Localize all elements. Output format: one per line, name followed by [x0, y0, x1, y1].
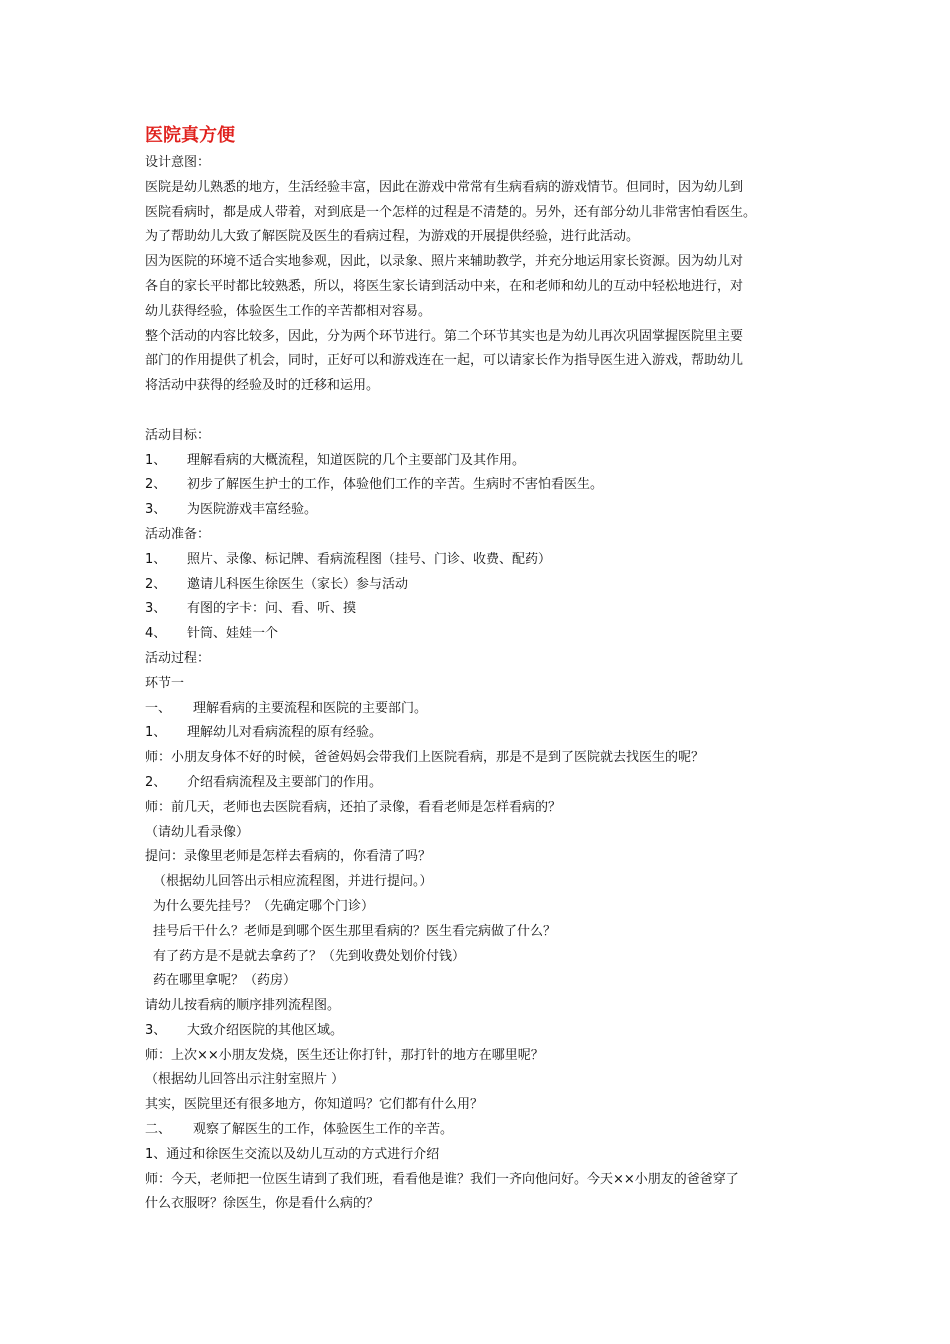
paragraph-line: 提问：录像里老师是怎样去看病的，你看清了吗？ — [145, 849, 432, 865]
document-title: 医院真方便 — [145, 125, 235, 146]
paragraph-line: 幼儿获得经验，体验医生工作的辛苦都相对容易。 — [145, 303, 432, 319]
list-number: 1、 — [145, 452, 167, 468]
step-text: 介绍看病流程及主要部门的作用。 — [187, 774, 383, 790]
list-number: 4、 — [145, 626, 167, 642]
paragraph-line: 师：今天，老师把一位医生请到了我们班，看看他是谁？我们一齐向他问好。今天××小朋友的爸爸穿了 — [145, 1171, 739, 1187]
paragraph-line: （根据幼儿回答出示注射室照片 ） — [145, 1072, 345, 1088]
list-item — [145, 622, 825, 647]
step-text: 大致介绍医院的其他区域。 — [187, 1022, 344, 1038]
step-item — [145, 721, 825, 746]
paragraph-line: 为了帮助幼儿大致了解医院及医生的看病过程，为游戏的开展提供经验，进行此活动。 — [145, 229, 640, 245]
step-item — [145, 771, 825, 796]
list-text: 为医院游戏丰富经验。 — [187, 502, 318, 518]
paragraph-line: 部门的作用提供了机会，同时，正好可以和游戏连在一起，可以请家长作为指导医生进入游戏，帮助幼儿 — [145, 353, 744, 369]
list-item — [145, 473, 825, 498]
paragraph-line: 因为医院的环境不适合实地参观，因此，以录象、照片来辅助教学，并充分地运用家长资源。因为幼儿对 — [145, 254, 744, 270]
paragraph-line: 整个活动的内容比较多，因此，分为两个环节进行。第二个环节其实也是为幼儿再次巩固掌握医院里主要 — [145, 328, 744, 344]
section-heading-goals: 活动目标： — [145, 427, 211, 443]
step-item — [145, 1019, 825, 1044]
list-item — [145, 597, 825, 622]
section-heading-prep: 活动准备： — [145, 526, 211, 542]
step-number: 3、 — [145, 1022, 167, 1038]
paragraph-line: 为什么要先挂号？（先确定哪个门诊） — [153, 898, 375, 914]
list-number: 3、 — [145, 601, 167, 617]
stage-label: 环节一 — [145, 675, 185, 691]
blank-line — [145, 399, 825, 424]
list-text: 邀请儿科医生徐医生（家长）参与活动 — [187, 576, 409, 592]
paragraph-line: 师：小朋友身体不好的时候，爸爸妈妈会带我们上医院看病，那是不是到了医院就去找医生的呢？ — [145, 750, 705, 766]
list-text: 初步了解医生护士的工作，体验他们工作的辛苦。生病时不害怕看医生。 — [187, 477, 604, 493]
list-text: 理解看病的大概流程，知道医院的几个主要部门及其作用。 — [187, 452, 526, 468]
part-number: 二、 — [145, 1122, 172, 1138]
paragraph-line: 医院是幼儿熟悉的地方，生活经验丰富，因此在游戏中常常有生病看病的游戏情节。但同时，因为幼儿到 — [145, 179, 744, 195]
paragraph-line: 各自的家长平时都比较熟悉，所以，将医生家长请到活动中来，在和老师和幼儿的互动中轻松地进行，对 — [145, 278, 744, 294]
list-number: 1、 — [145, 551, 167, 567]
list-number: 2、 — [145, 477, 167, 493]
paragraph-line: （请幼儿看录像） — [145, 824, 250, 840]
list-text: 有图的字卡：问、看、听、摸 — [187, 601, 357, 617]
document-page — [145, 123, 825, 1217]
paragraph-line: 有了药方是不是就去拿药了？（先到收费处划价付钱） — [153, 948, 466, 964]
paragraph-line: 药在哪里拿呢？（药房） — [153, 973, 297, 989]
list-item — [145, 498, 825, 523]
paragraph-line: 将活动中获得的经验及时的迁移和运用。 — [145, 378, 380, 394]
paragraph-line: （根据幼儿回答出示相应流程图，并进行提问。） — [153, 874, 433, 890]
part-text: 观察了解医生的工作，体验医生工作的辛苦。 — [193, 1122, 454, 1138]
paragraph-line: 请幼儿按看病的顺序排列流程图。 — [145, 998, 341, 1014]
step-item: 1、通过和徐医生交流以及幼儿互动的方式进行介绍 — [145, 1146, 440, 1162]
list-text: 照片、录像、标记牌、看病流程图（挂号、门诊、收费、配药） — [187, 551, 552, 567]
list-text: 针筒、娃娃一个 — [187, 626, 279, 642]
step-number: 1、 — [145, 725, 167, 741]
section-heading-process: 活动过程： — [145, 650, 211, 666]
step-text: 理解幼儿对看病流程的原有经验。 — [187, 725, 383, 741]
paragraph-line: 什么衣服呀？徐医生，你是看什么病的？ — [145, 1196, 380, 1212]
list-number: 2、 — [145, 576, 167, 592]
paragraph-line: 其实，医院里还有很多地方，你知道吗？它们都有什么用？ — [145, 1097, 484, 1113]
section-heading-design-intent: 设计意图： — [145, 155, 211, 170]
part-number: 一、 — [145, 700, 172, 716]
list-number: 3、 — [145, 502, 167, 518]
paragraph-line: 医院看病时，都是成人带着，对到底是一个怎样的过程是不清楚的。另外，还有部分幼儿非常害怕看医生。 — [145, 204, 757, 220]
part-text: 理解看病的主要流程和医院的主要部门。 — [193, 700, 428, 716]
step-number: 2、 — [145, 774, 167, 790]
paragraph-line: 师：上次××小朋友发烧，医生还让你打针，那打针的地方在哪里呢？ — [145, 1047, 544, 1063]
list-item — [145, 548, 825, 573]
list-item — [145, 449, 825, 474]
paragraph-line: 挂号后干什么？老师是到哪个医生那里看病的？医生看完病做了什么？ — [153, 923, 557, 939]
part-heading — [145, 697, 825, 722]
list-item — [145, 573, 825, 598]
paragraph-line: 师：前几天，老师也去医院看病，还拍了录像，看看老师是怎样看病的？ — [145, 799, 562, 815]
part-heading — [145, 1118, 825, 1143]
